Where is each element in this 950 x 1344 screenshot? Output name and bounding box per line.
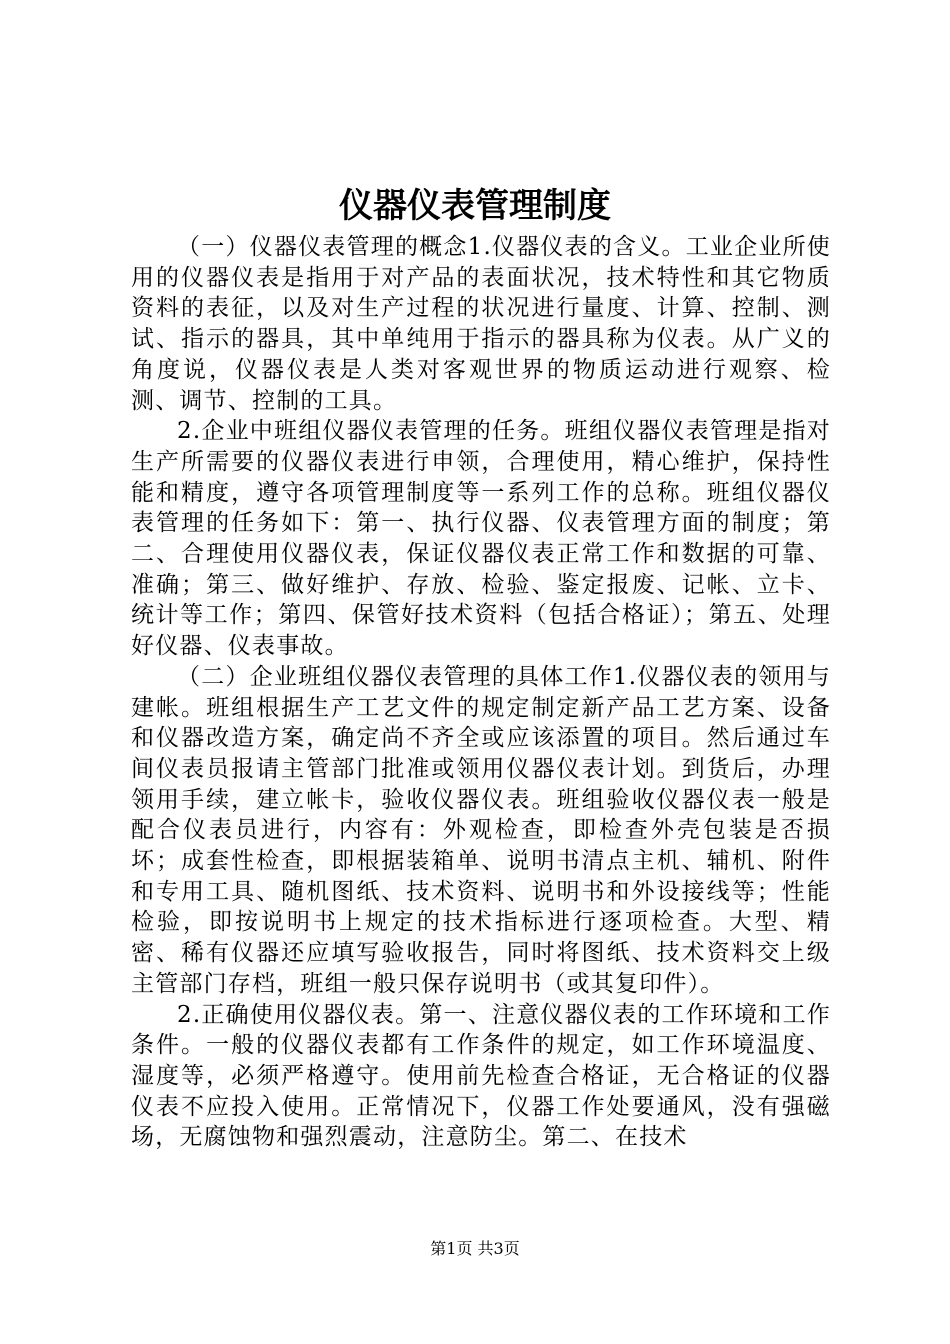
paragraph-3: （二）企业班组仪器仪表管理的具体工作1.仪器仪表的领用与建帐。班组根据生产工艺文件的规定制定新产品工艺方案、设备和仪器改造方案，确定尚不齐全或应该添置的项目。然后通过车间仪表员报请主管部门批准或领用仪器仪表计划。到货后，办理领用手续，建立帐卡，验收仪器仪表。班组验收仪器仪表一般是配合仪表员进行，内容有：外观检查，即检查外壳包装是否损坏；成套性检查，即根据装箱单、说明书清点主机、辅机、附件和专用工具、随机图纸、技术资料、说明书和外设接线等；性能检验，即按说明书上规定的技术指标进行逐项检查。大型、精密、稀有仪器还应填写验收报告，同时将图纸、技术资料交上级主管部门存档，班组一般只保存说明书（或其复印件）。 xyxy=(131,663,831,997)
document-title: 仪器仪表管理制度 xyxy=(339,186,611,226)
paragraph-1: （一）仪器仪表管理的概念1.仪器仪表的含义。工业企业所使用的仪器仪表是指用于对产品的表面状况，技术特性和其它物质资料的表征，以及对生产过程的状况进行量度、计算、控制、测试、指示的器具，其中单纯用于指示的器具称为仪表。从广义的角度说，仪器仪表是人类对客观世界的物质运动进行观察、检测、调节、控制的工具。 xyxy=(131,234,831,414)
paragraph-2: 2.企业中班组仪器仪表管理的任务。班组仪器仪表管理是指对生产所需要的仪器仪表进行申领，合理使用，精心维护，保持性能和精度，遵守各项管理制度等一系列工作的总称。班组仪器仪表管理的任务如下：第一、执行仪器、仪表管理方面的制度；第二、合理使用仪器仪表，保证仪器仪表正常工作和数据的可靠、准确；第三、做好维护、存放、检验、鉴定报废、记帐、立卡、统计等工作；第四、保管好技术资料（包括合格证）；第五、处理好仪器、仪表事故。 xyxy=(131,418,831,660)
document-body xyxy=(131,232,831,1153)
paragraph-4: 2.正确使用仪器仪表。第一、注意仪器仪表的工作环境和工作条件。一般的仪器仪表都有工作条件的规定，如工作环境温度、湿度等，必须严格遵守。使用前先检查合格证，无合格证的仪器仪表不应投入使用。正常情况下，仪器工作处要通风，没有强磁场，无腐蚀物和强烈震动，注意防尘。第二、在技术 xyxy=(131,1001,831,1151)
page-number-footer: 第1页 共3页 xyxy=(430,1239,520,1258)
